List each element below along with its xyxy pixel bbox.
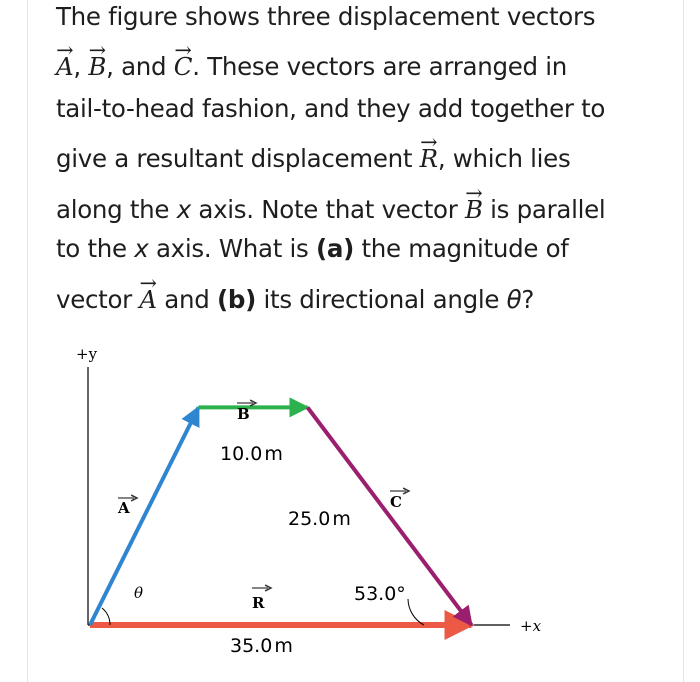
text-l7-pre: vector <box>56 285 140 314</box>
text-x-italic: x <box>176 195 191 224</box>
label-R <box>252 588 268 612</box>
C-magnitude-value: 25.0 <box>288 508 331 530</box>
theta-label: θ <box>134 584 144 602</box>
text-x-italic-2: x <box>134 234 149 263</box>
problem-line-3 <box>56 94 605 123</box>
label-A-text: A <box>118 499 130 517</box>
y-axis-label: +y <box>76 345 98 363</box>
R-magnitude-value: 35.0 <box>230 635 273 657</box>
vector-A-arrow <box>90 407 199 625</box>
text-l6-mid: axis. What is <box>148 234 316 263</box>
text-l3: tail-to-head fashion, and they add together to <box>56 94 606 123</box>
B-magnitude-unit: m <box>264 443 283 465</box>
text-l7-post: its directional angle <box>256 285 507 314</box>
problem-line-2 <box>56 52 567 81</box>
vector-B-symbol: → B <box>88 55 106 80</box>
text-l7-mid: and <box>156 285 217 314</box>
vector-A-symbol: → A <box>56 55 73 80</box>
R-magnitude <box>230 635 293 657</box>
text-sep2: , and <box>106 52 174 81</box>
angle-53-label: 53.0° <box>354 583 406 605</box>
vector-C-symbol: → C <box>174 55 192 80</box>
label-C-text: C <box>390 493 402 511</box>
theta-symbol: θ <box>506 285 522 314</box>
text-qmark: ? <box>521 285 535 314</box>
problem-line-4 <box>56 144 570 173</box>
text-l5-post: is parallel <box>482 195 606 224</box>
problem-line-1 <box>56 2 595 31</box>
text-l5-mid: axis. Note that vector <box>190 195 465 224</box>
vector-R-symbol: → R <box>420 147 438 172</box>
text-sep1: , <box>73 52 89 81</box>
label-B-text: B <box>237 405 250 423</box>
R-magnitude-unit: m <box>274 635 293 657</box>
x-axis-label: +x <box>520 617 542 635</box>
text-l2-rest: . These vectors are arranged in <box>192 52 567 81</box>
text-l4-post: , which lies <box>437 144 571 173</box>
text-l6-pre: to the <box>56 234 135 263</box>
C-magnitude <box>288 508 351 530</box>
label-C <box>390 491 406 511</box>
problem-line-6 <box>56 234 569 263</box>
part-b-label: (b) <box>216 285 257 314</box>
problem-line-7 <box>56 285 534 314</box>
B-magnitude-value: 10.0 <box>220 443 263 465</box>
angle-53-arc <box>408 599 424 625</box>
C-magnitude-unit: m <box>332 508 351 530</box>
label-R-text: R <box>252 594 265 612</box>
B-magnitude <box>220 443 283 465</box>
problem-line-5 <box>56 195 605 224</box>
text-l4-pre: give a resultant displacement <box>56 144 420 173</box>
text-l1: The figure shows three displacement vectors <box>56 2 596 31</box>
label-A <box>117 498 134 517</box>
vector-B-symbol-2: → B <box>465 198 483 223</box>
text-l5-pre: along the <box>56 195 177 224</box>
vector-A-symbol-2: → A <box>139 288 156 313</box>
vector-diagram <box>0 335 700 682</box>
part-a-label: (a) <box>315 234 354 263</box>
text-l6-post: the magnitude of <box>353 234 569 263</box>
